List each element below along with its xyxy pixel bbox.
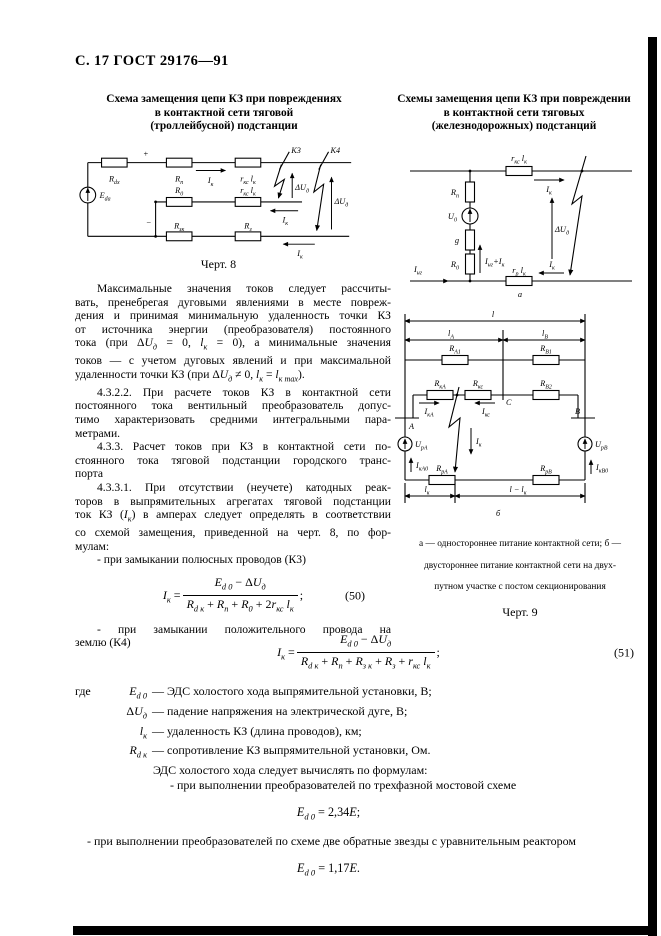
double-star-scheme-line: - при выполнении преобразователей по схеме две обратные звезды с уравнительным реактором	[87, 833, 576, 848]
label-plus: +	[142, 149, 149, 159]
label-minus: −	[145, 218, 152, 228]
where-word: где	[75, 683, 91, 698]
label-r-pb: $R_{рВ}$	[540, 464, 552, 476]
figure-9-note-line: двустороннее питание контактной сети на двух-	[424, 560, 616, 571]
label-b: В	[574, 407, 580, 416]
term-symbol: $l_к$	[139, 723, 147, 740]
text-line: токов — с учетом дуговых явлений и при максимальной	[75, 354, 391, 368]
left-figure-title-line: в контактной сети тяговой	[154, 106, 294, 119]
right-figure-title-line: (железнодорожных) подстанций	[431, 120, 597, 133]
label-i-k-2: $I_к$	[549, 260, 555, 272]
label-r-zk: $R_{зк}$	[174, 221, 185, 234]
junction-dot	[154, 235, 157, 238]
definition-row	[75, 724, 642, 744]
label-r-a1: $R_{А1}$	[449, 344, 461, 356]
label-i-ka0: $I_{кА0}$	[416, 461, 429, 473]
text-line: от источника энергии (преобразователя) постоянного	[75, 322, 391, 336]
text-line: 4.3.3.1. При отсутствии (неучете) катодных реак-	[97, 480, 391, 494]
definition-description: — падение напряжения на электрической дуге, В;	[152, 703, 408, 718]
label-i-k: $I_к$	[476, 437, 482, 449]
paragraph-4-3-3-1	[75, 481, 391, 553]
label-i-k-2: $I_к$	[282, 215, 289, 228]
label-c: C	[506, 398, 512, 407]
definition-row	[75, 704, 642, 724]
left-figure-title-line: Схема замещения цепи КЗ при повреждениях	[106, 93, 342, 105]
label-u-pb: $U_{рВ}$	[595, 440, 608, 452]
fig9b-dimension-arrows	[405, 321, 585, 496]
junction-dot	[469, 280, 472, 283]
figure-9-note-line: путном участке с постом секционирования	[434, 582, 606, 592]
text-line: вать, пренебрегая дуговыми явлениями в месте повреж-	[75, 295, 391, 309]
label-dim-lb: $l_B$	[542, 329, 548, 341]
symbol-definitions	[75, 684, 642, 764]
text-line: тимо характеризовать средними интегральными пара-	[75, 412, 391, 426]
label-delta-u-1: $\Delta U_д$	[295, 183, 309, 195]
formula-51-expression	[277, 632, 440, 674]
formula-number: (51)	[614, 645, 634, 660]
formula-50	[75, 575, 391, 617]
label-i-ks: $I_{кс}$	[482, 407, 490, 419]
junction-dot	[581, 170, 584, 173]
label-i-k: $I_к$	[207, 176, 214, 188]
definition-description: — сопротивление КЗ выпрямительной установки, Ом.	[152, 743, 431, 758]
label-r-z: $R_з$	[244, 221, 252, 234]
label-r-p: $R_п$	[175, 174, 184, 186]
body-text-column	[75, 282, 391, 650]
fault-k4-lightning	[314, 165, 324, 231]
label-r-b2: $R_{В2}$	[540, 379, 552, 391]
figure-9-note-line: а — одностороннее питание контактной сети; б —	[419, 539, 621, 549]
text-line: порта	[75, 467, 103, 481]
fraction	[297, 632, 435, 674]
label-i-k: $I_к$	[546, 185, 552, 197]
label-r-ks: $R_{кс}$	[472, 379, 484, 391]
figure-8-circuit-diagram	[76, 141, 361, 261]
scan-border-bottom	[73, 926, 657, 935]
formula-tail: ;	[299, 588, 304, 603]
label-i-ka: $I_{кА}$	[424, 407, 434, 419]
figure-8-caption: Черт. 8	[200, 257, 237, 271]
page-header: С. 17 ГОСТ 29176—91	[75, 53, 229, 69]
full-width-text-block	[75, 628, 642, 889]
label-u-pa: $U_{рА}$	[415, 440, 428, 452]
label-r-dx: $R_{dx}$	[109, 174, 120, 186]
text-line: 4.3.3. Расчет токов при КЗ в контактной сети по-	[97, 440, 391, 454]
label-i-ng: $I_{нг}$	[414, 265, 423, 277]
formula-51	[75, 632, 642, 674]
label-dim-l: l	[491, 310, 495, 319]
text-line: стоянного тока тяговой подстанции городского транс-	[75, 453, 391, 467]
label-u-0: $U_0$	[447, 212, 457, 224]
paragraph-case-k3	[75, 553, 391, 567]
fault-lightning	[570, 156, 586, 275]
label-r-0: $R_0$	[175, 186, 184, 198]
fraction-numerator: $E_{d 0} - \Delta U_д$	[183, 575, 298, 596]
text-line: постоянного тока вентильный преобразователь допус-	[75, 399, 391, 413]
left-figure-title-line: (троллейбусной) подстанции	[150, 120, 298, 133]
term-symbol: $R_{d к}$	[129, 743, 147, 760]
junction-dot	[456, 394, 459, 397]
paragraph-max-values	[75, 282, 391, 386]
right-figure-title-line: Схемы замещения цепи КЗ при повреждении	[397, 93, 631, 105]
text-line: метрами.	[75, 426, 121, 440]
fraction-denominator: $R_{d к} + R_п + R_{з к} + R_з + r_{кс}$ $l_к$	[300, 654, 431, 671]
term-symbol: $E_{d 0}$	[129, 683, 147, 701]
figure-9-caption-block	[391, 534, 649, 620]
fig9b-resistors	[427, 356, 559, 485]
label-delta-u-2: $\Delta U_д$	[334, 196, 349, 209]
label-k3: К3	[291, 145, 301, 155]
label-delta-u: $\Delta U_д$	[555, 225, 570, 237]
figure-9-caption: Черт. 9	[502, 604, 538, 619]
definition-row	[75, 743, 642, 763]
fraction	[183, 575, 298, 617]
left-figure-title	[86, 93, 362, 134]
bridge-scheme-line: - при выполнении преобразователей по трехфазной мостовой схеме	[170, 778, 517, 793]
label-e-da: $E_{da}$	[99, 190, 111, 203]
fig9a-wires	[410, 171, 632, 281]
junction-dot	[469, 170, 472, 173]
definition-term	[75, 724, 147, 744]
fig8-current-arrows	[196, 170, 332, 244]
text-line: ток КЗ $(I_к)$ в амперах следует определять в соответствии	[75, 508, 391, 524]
label-scheme-a: а	[517, 290, 523, 299]
formula-lhs: $I_к$ =	[162, 587, 181, 604]
formula-50-expression	[163, 575, 303, 617]
label-i-ng-plus-i-k: $I_{нг}+I_к$	[485, 257, 505, 269]
label-i-k-3: $I_к$	[297, 248, 303, 261]
paragraph-4-3-3	[75, 440, 391, 481]
text-line: - при замыкании полюсных проводов (К3)	[97, 553, 306, 567]
label-dim-l-minus-lk: $l - l_к$	[509, 485, 527, 497]
formula-e2: $E_{d 0} = 1,17E$.	[297, 860, 360, 878]
formula-number: (50)	[345, 588, 365, 603]
fault-k3-lightning	[275, 165, 285, 198]
right-figure-title	[383, 93, 645, 134]
text-line: со схемой замещения, приведенной на черт. 8, по фор-	[75, 526, 391, 540]
label-a: А	[409, 422, 415, 431]
label-r-ks-lk: $r_{кс}$ $l_к$	[511, 154, 527, 166]
fraction-numerator: $E_{d 0} - \Delta U_д$	[297, 632, 435, 653]
text-line: - при замыкании положительного провода на	[97, 622, 391, 636]
label-scheme-b: б	[495, 509, 501, 518]
definition-term	[75, 684, 147, 704]
right-figure-title-line: в контактной сети тяговых	[443, 106, 585, 119]
definition-row	[75, 684, 642, 704]
definition-term	[75, 704, 147, 724]
formula-e1: $E_{d 0} = 2,34E$;	[296, 805, 361, 822]
text-line: торов в выпрямительных агрегатах тяговой подстанции	[75, 494, 391, 508]
term-symbol: $\Delta U_д$	[126, 703, 147, 721]
definition-term	[75, 743, 147, 763]
label-r-r-lk: $r_р$ $l_к$	[512, 266, 526, 278]
text-line: дения и принимая минимальную удаленность точки КЗ	[75, 309, 391, 323]
label-r-pa: $R_{рА}$	[436, 464, 448, 476]
formula-tail: ;	[436, 645, 440, 660]
figure-9a-circuit-diagram	[402, 146, 640, 300]
label-dim-lk: $l_к$	[424, 485, 430, 497]
paragraph-4-3-2-2	[75, 386, 391, 440]
fraction-denominator: $R_{d к} + R_п + R_0 + 2r_{кс}$ $l_к$	[186, 597, 294, 614]
figure-9b-circuit-diagram	[393, 300, 648, 518]
formula-lhs: $I_к$ =	[277, 644, 295, 662]
label-i-kb0: $I_{кВ0}$	[596, 463, 609, 475]
text-line: тока (при $\Delta U_д = 0$, $l_к = 0$), а минимальные значения	[75, 336, 391, 352]
text-line: Максимальные значения токов следует рассчиты-	[97, 282, 391, 295]
label-r-b1: $R_{В1}$	[540, 344, 552, 356]
text-line: удаленности точки КЗ (при $\Delta U_д \ne 0$, $l_к = l_{к max}$).	[75, 367, 305, 384]
label-r-ks-lk-2: $r_{кс}$ $l_к$	[240, 186, 256, 198]
scan-border-right	[648, 37, 657, 936]
label-r-p: $R_п$	[450, 188, 459, 200]
label-r-ks-lk: $r_{кс}$ $l_к$	[240, 174, 256, 186]
text-line: землю (К4)	[75, 636, 131, 650]
definition-description: — удаленность КЗ (длина проводов), км;	[152, 723, 362, 738]
label-r-ka: $R_{кА}$	[434, 379, 446, 391]
label-g: g	[454, 236, 459, 245]
text-line: 4.3.2.2. При расчете токов КЗ в контактной сети	[97, 385, 391, 399]
label-dim-la: $l_A$	[448, 329, 454, 341]
emf-intro-line: ЭДС холостого хода следует вычислять по формулам:	[153, 763, 428, 778]
text-line: мулам:	[75, 539, 110, 553]
definition-description: — ЭДС холостого хода выпрямительной установки, В;	[152, 683, 432, 698]
label-r-0: $R_0$	[450, 260, 459, 272]
junction-dot	[154, 201, 157, 204]
label-k4: К4	[330, 145, 341, 155]
